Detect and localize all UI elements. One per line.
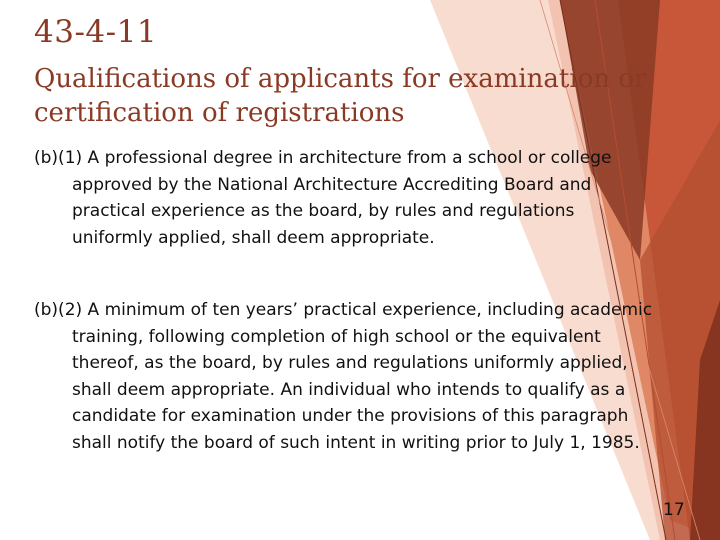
paragraph-b1: (b)(1) A professional degree in architecture from a school or college approved by the National Architecture Accrediting Board and practical experience as the board, by rules and regulations uniformly applied, shall deem appropriate.	[34, 148, 612, 248]
paragraph-b2: (b)(2) A minimum of ten years’ practical experience, including academic training, following completion of high school or the equivalent thereof, as the board, by rules and regulations uniformly applied, shall deem appropriate. An individual who intends to qualify as a candidate for examination under the provisions of this paragraph shall notify the board of such intent in writing prior to July 1, 1985.	[34, 300, 653, 453]
page-number: 17	[663, 500, 685, 520]
section-code: 43-4-11	[34, 14, 158, 50]
slide-title: Qualifications of applicants for examination or certification of registrations	[34, 64, 647, 128]
